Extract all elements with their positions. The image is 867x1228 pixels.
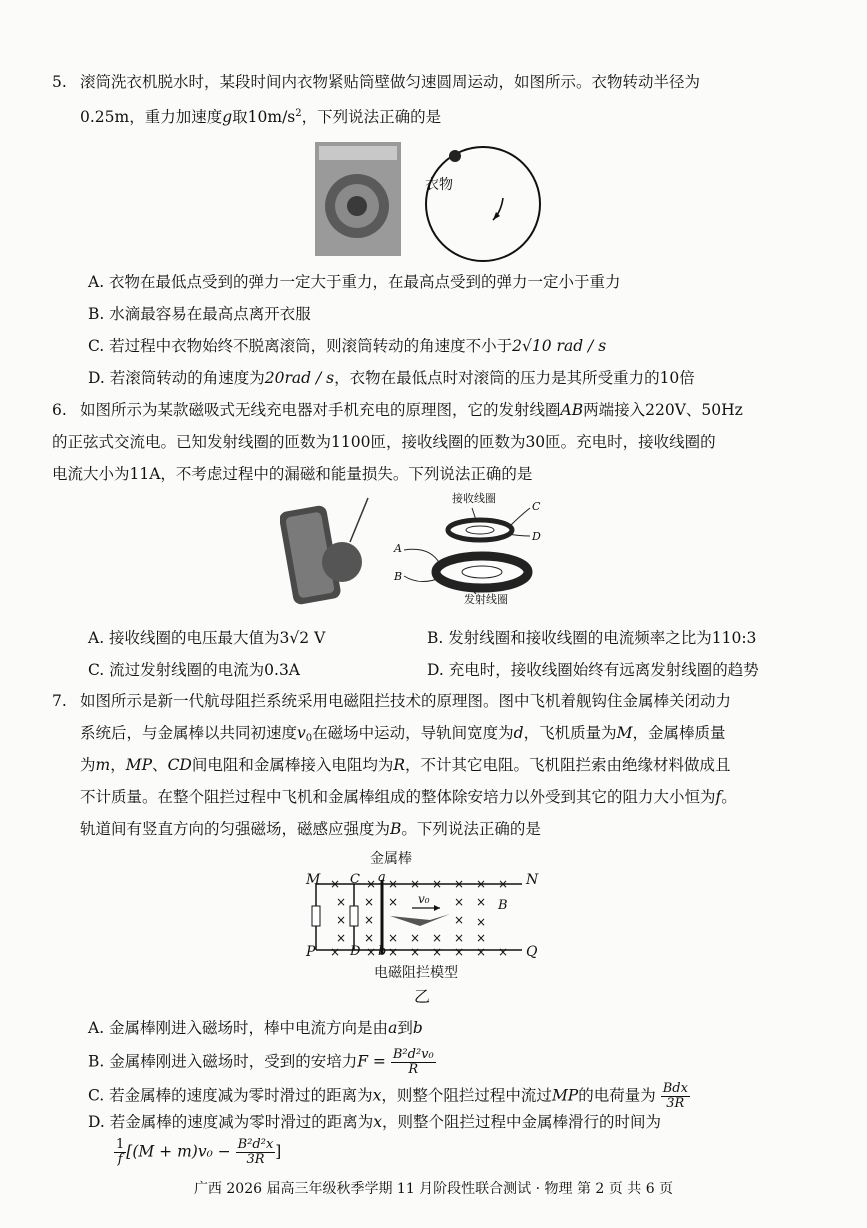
label-b: b (378, 944, 387, 959)
q6-option-c: C. 流过发射线圈的电流为0.3A (88, 661, 301, 679)
q6-stem-line2: 的正弦式交流电。已知发射线圈的匝数为1100匝，接收线圈的匝数为30匝。充电时，接收线圈的 (52, 433, 716, 451)
figure-sub-label: 乙 (414, 987, 431, 1006)
q7-number: 7. (52, 692, 67, 710)
terminal-c-label: C (532, 500, 541, 513)
svg-text:×: × (454, 931, 465, 945)
q6-stem-line3: 电流大小为11A，不考虑过程中的漏磁和能量损失。下列说法正确的是 (52, 465, 533, 483)
svg-text:×: × (476, 877, 487, 891)
svg-text:×: × (476, 895, 487, 909)
q6-figure (280, 490, 560, 610)
q5-option-a: A. 衣物在最低点受到的弹力一定大于重力，在最高点受到的弹力一定小于重力 (88, 273, 621, 291)
q7-stem-line5: 轨道间有竖直方向的匀强磁场，磁感应强度为B。下列说法正确的是 (80, 820, 541, 838)
ampere-force-fraction: $\frac{\text{B²d²v₀}}{R}$ (392, 1047, 434, 1077)
label-c: C (350, 872, 360, 887)
q7-stem-line3: 为m，MP、CD间电阻和金属棒接入电阻均为R，不计其它电阻。飞机阻拦索由绝缘材料做成且 (80, 756, 731, 774)
q7-option-d: D. 若金属棒的速度减为零时滑过的距离为x，则整个阻拦过程中金属棒滑行的时间为 (88, 1113, 661, 1131)
charge-fraction: $\frac{\text{Bdx}}{3R}$ (662, 1081, 688, 1111)
label-p: P (306, 944, 316, 960)
svg-text:×: × (454, 945, 465, 959)
resistor-mp (312, 906, 320, 926)
terminal-d-label: D (532, 530, 541, 543)
q5-number: 5. (52, 73, 67, 91)
coil-diagram (404, 508, 530, 594)
svg-text:×: × (410, 945, 421, 959)
q7-option-d-formula: $\frac{1}{f}$ [(M + m)v₀ − $\frac{\text{B²d²x}}{3R}$ ] (116, 1137, 282, 1167)
q7-stem-line2: 系统后，与金属棒以共同初速度$v_0$在磁场中运动，导轨间宽度为d，飞机质量为M，金属棒质量 (80, 724, 726, 744)
svg-text:×: × (388, 895, 399, 909)
svg-text:×: × (388, 877, 399, 891)
aircraft-shape (390, 914, 450, 926)
q6-number: 6. (52, 401, 67, 419)
clothes-marker (449, 150, 461, 162)
metal-rod-label: 金属棒 (370, 851, 412, 867)
terminal-a-label: A (394, 542, 402, 555)
q7-figure (300, 846, 550, 1008)
svg-text:×: × (498, 877, 509, 891)
svg-text:×: × (498, 945, 509, 959)
q5-stem-line1: 滚筒洗衣机脱水时，某段时间内衣物紧贴筒壁做匀速圆周运动，如图所示。衣物转动半径为 (80, 73, 701, 91)
svg-text:×: × (454, 913, 465, 927)
clothes-label: 衣物 (425, 177, 453, 193)
svg-text:×: × (410, 931, 421, 945)
q7-option-b: B. 金属棒刚进入磁场时，受到的安培力F = $\frac{\text{B²d²v₀}}{R}$ (88, 1047, 434, 1077)
svg-text:×: × (388, 945, 399, 959)
svg-text:×: × (476, 931, 487, 945)
terminal-b-label: B (394, 570, 403, 583)
q6-option-b: B. 发射线圈和接收线圈的电流频率之比为110:3 (427, 629, 757, 647)
svg-text:×: × (336, 931, 347, 945)
label-m: M (306, 872, 321, 888)
q6-option-a: A. 接收线圈的电压最大值为3√2 V (88, 629, 326, 647)
q7-option-c: C. 若金属棒的速度减为零时滑过的距离为x，则整个阻拦过程中流过MP的电荷量为 $\frac{\text{Bdx}}{3R}$ (88, 1081, 688, 1111)
resistor-cd (350, 906, 358, 926)
label-v0: v₀ (418, 892, 430, 906)
svg-text:×: × (454, 877, 465, 891)
svg-text:×: × (366, 877, 377, 891)
q6-option-d: D. 充电时，接收线圈始终有远离发射线圈的趋势 (427, 661, 759, 679)
svg-text:×: × (364, 913, 375, 927)
svg-text:×: × (410, 877, 421, 891)
svg-text:×: × (336, 895, 347, 909)
svg-text:×: × (476, 915, 487, 929)
page-footer: 广西 2026 届高三年级秋季学期 11 月阶段性联合测试 · 物理 第 2 页 共 6 页 (193, 1181, 674, 1197)
q5-option-d: D. 若滚筒转动的角速度为20rad / s，衣物在最低点时对滚筒的压力是其所受重力的10倍 (88, 369, 695, 387)
q7-option-a: A. 金属棒刚进入磁场时，棒中电流方向是由a到b (88, 1019, 423, 1037)
svg-text:×: × (432, 931, 443, 945)
svg-text:×: × (330, 945, 341, 959)
label-n: N (526, 872, 539, 888)
svg-text:×: × (432, 877, 443, 891)
q7-stem-line4: 不计质量。在整个阻拦过程中飞机和金属棒组成的整体除安培力以外受到其它的阻力大小恒为f。 (80, 788, 737, 806)
svg-text:×: × (330, 877, 341, 891)
q5-stem-line2: 0.25m，重力加速度g取$10m/s^2$，下列说法正确的是 (80, 108, 442, 126)
label-d: D (350, 944, 361, 959)
svg-text:×: × (432, 945, 443, 959)
q5-figure (315, 140, 555, 262)
label-a: a (378, 870, 386, 885)
q5-figure-drawing (315, 140, 555, 262)
label-q: Q (526, 944, 538, 960)
q6-figure-drawing (280, 490, 560, 610)
model-caption: 电磁阻拦模型 (374, 965, 458, 981)
svg-text:×: × (364, 895, 375, 909)
q7-stem-line1: 如图所示是新一代航母阻拦系统采用电磁阻拦技术的原理图。图中飞机着舰钩住金属棒关闭动力 (80, 692, 732, 710)
q5-option-b: B. 水滴最容易在最高点离开衣服 (88, 305, 311, 323)
q7-circuit-drawing (300, 864, 550, 964)
transmit-coil-label: 发射线圈 (464, 593, 508, 606)
svg-text:×: × (364, 931, 375, 945)
phone-charger-photo (280, 498, 368, 605)
q5-option-c: C. 若过程中衣物始终不脱离滚筒，则滚筒转动的角速度不小于2√10 rad / s (88, 337, 607, 355)
svg-text:×: × (366, 945, 377, 959)
receive-coil-label: 接收线圈 (452, 492, 496, 505)
q6-stem-line1: 如图所示为某款磁吸式无线充电器对手机充电的原理图，它的发射线圈AB两端接入220V、50Hz (80, 401, 743, 419)
svg-text:×: × (476, 945, 487, 959)
label-field-b: B (498, 898, 508, 913)
svg-text:×: × (336, 913, 347, 927)
svg-text:×: × (388, 931, 399, 945)
drum-circle (426, 147, 540, 261)
svg-text:×: × (454, 895, 465, 909)
